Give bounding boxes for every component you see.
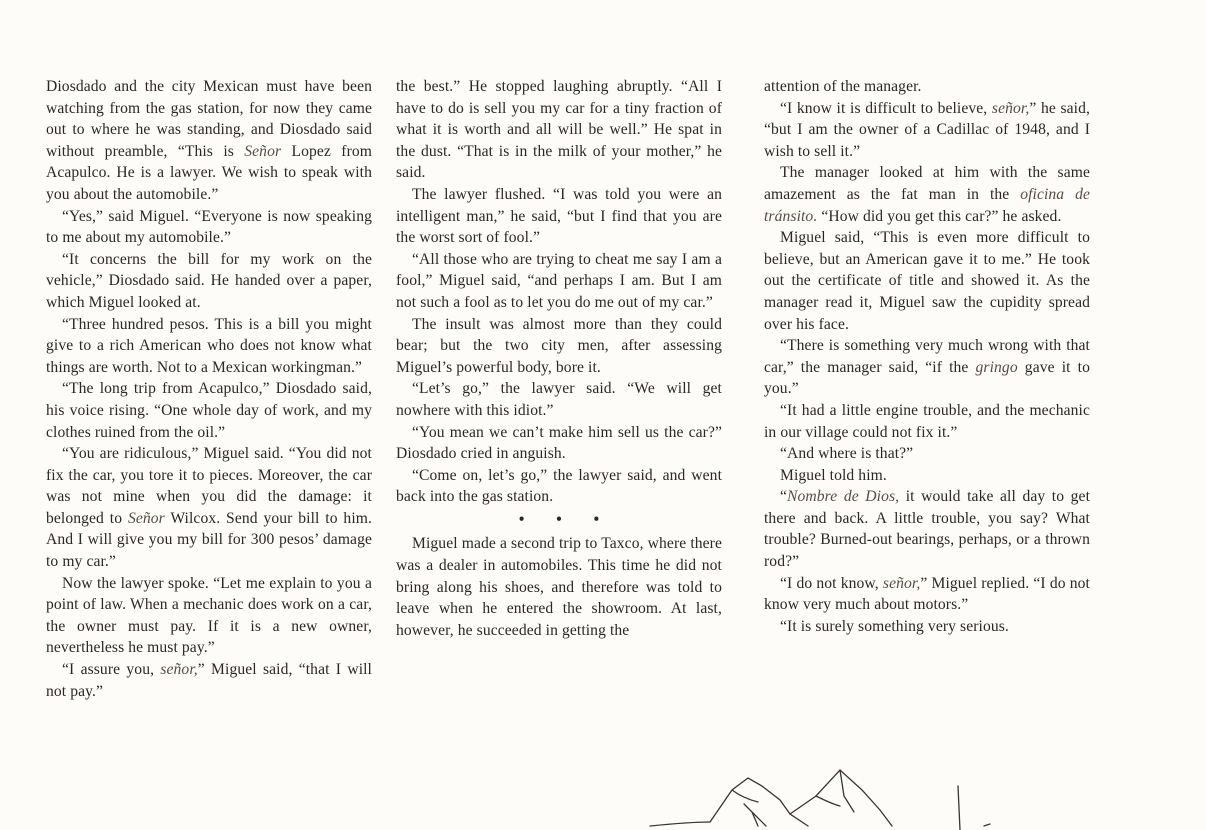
italic-text: oficina de tránsito. [764,185,1090,225]
paragraph [396,249,722,314]
text-run: the best.” He stopped laughing abruptly. “All I have to do is sell you my car for a tiny fraction of what it is worth and all will be well.” He spat in the dust. “That is in the milk of your mother,” he said. [396,78,722,182]
text-run: “Let’s go,” the lawyer said. “We will get nowhere with this idiot.” [396,380,722,419]
text-run: ” he said, “but I am the owner of a Cadillac of 1948, and I wish to sell it.” [764,99,1090,160]
text-run: Miguel told him. [780,466,887,484]
paragraph [764,573,1090,616]
italic-text: Señor [244,142,282,160]
paragraph [764,76,1090,98]
paragraph [46,76,372,206]
text-run: “And where is that?” [780,445,914,463]
text-run: ” Miguel said, “that I will not pay.” [46,661,372,700]
paragraph [46,573,372,659]
text-run: “I do not know, [780,574,883,592]
text-column-2 [396,76,722,641]
paragraph [396,465,722,508]
italic-text: Nombre de Dios, [787,488,900,506]
paragraph [46,659,372,702]
text-run: “How did you get this car?” he asked. [817,207,1062,225]
text-run: ” Miguel replied. “I do not know very much about motors.” [764,574,1090,614]
text-run: it would take all day to get there and back. A little trouble, you say? What trouble? Burned-out bearings, perhaps, or a thrown rod?” [764,488,1091,571]
paragraph [764,335,1090,400]
text-run: Miguel said, “This is even more difficult to believe, but an American gave it to me.” He took out the certificate of title and showed it. As the manager read it, Miguel saw the cupidity spread over his face. [764,229,1090,333]
paragraph [396,76,722,184]
text-run: “The long trip from Acapulco,” Diosdado said, his voice rising. “One whole day of work, and my clothes ruined from the oil.” [46,380,372,441]
text-run: Lopez from Acapulco. He is a lawyer. We wish to speak with you about the automobile.” [46,142,373,203]
text-run: “Three hundred pesos. This is a bill you might give to a rich American who does not know what things are worth. Not to a Mexican workingman.” [46,315,372,376]
text-run: The insult was almost more than they could bear; but the two city men, after assessing Miguel’s powerful body, bore it. [396,315,722,376]
text-run: “You are ridiculous,” Miguel said. “You did not fix the car, you tore it to pieces. Moreover, the car was not mine when you did the damage: it belonged to [46,445,372,527]
text-run: gave it to you.” [764,358,1090,398]
italic-text: Señor [127,509,165,527]
italic-text: gringo [975,358,1018,376]
italic-text: señor, [991,99,1030,117]
text-run: Wilcox. Send your bill to him. And I will give you my bill for 300 pesos’ damage to my car.” [46,509,372,571]
text-run: “It had a little engine trouble, and the mechanic in our village could not fix it.” [764,401,1090,441]
text-run: The manager looked at him with the same amazement as the fat man in the [764,164,1090,203]
text-run: “It concerns the bill for my work on the vehicle,” Diosdado said. He handed over a paper, which Miguel looked at. [46,250,372,311]
paragraph [46,206,372,249]
section-break [396,508,722,534]
paragraph [764,486,1090,572]
illustration-sketch [640,760,1020,830]
text-run: “Yes,” said Miguel. “Everyone is now speaking to me about my automobile.” [46,207,372,247]
paragraph [764,162,1090,227]
paragraph [764,98,1090,163]
text-run: “Come on, let’s go,” the lawyer said, and went back into the gas station. [396,466,722,506]
text-run: “It is surely something very serious. [780,617,1009,635]
text-run: “You mean we can’t make him sell us the car?” Diosdado cried in anguish. [396,423,722,463]
italic-text: señor, [882,574,921,592]
italic-text: señor, [160,661,198,679]
paragraph [396,533,722,641]
text-run: Diosdado and the city Mexican must have been watching from the gas station, for now they came out to where he was standing, and Diosdado said without preamble, “This is [46,78,372,160]
text-run: “ [780,488,788,506]
paragraph [46,249,372,314]
paragraph [46,378,372,443]
paragraph [396,184,722,249]
text-run: “There is something very much wrong with that car,” the manager said, “if the [764,337,1090,376]
paragraph [46,314,372,379]
text-run: attention of the manager. [764,78,922,95]
paragraph [764,400,1090,443]
text-run: “All those who are trying to cheat me say I am a fool,” Miguel said, “and perhaps I am. But I am not such a fool as to let you do me out of my car.” [396,250,722,311]
paragraph [764,465,1090,487]
text-run: “I know it is difficult to believe, [780,99,992,117]
paragraph [396,422,722,465]
text-run: “I assure you, [62,661,161,679]
paragraph [764,616,1090,638]
text-run: Now the lawyer spoke. “Let me explain to you a point of law. When a mechanic does work on a car, the owner must pay. If it is a new owner, nevertheless he must pay.” [46,574,372,657]
text-run: The lawyer flushed. “I was told you were an intelligent man,” he said, “but I find that you are the worst sort of fool.” [396,185,722,247]
paragraph [396,378,722,421]
text-run: • • • [518,510,614,528]
paragraph [764,227,1090,335]
paragraph [46,443,372,573]
paragraph [396,314,722,379]
paragraph [764,443,1090,465]
text-column-3 [764,76,1090,637]
text-column-1 [46,76,372,702]
text-run: Miguel made a second trip to Taxco, where there was a dealer in automobiles. This time he did not bring along his shoes, and therefore was told to leave when he entered the showroom. At last, however, he succeeded in getting the [396,535,722,639]
